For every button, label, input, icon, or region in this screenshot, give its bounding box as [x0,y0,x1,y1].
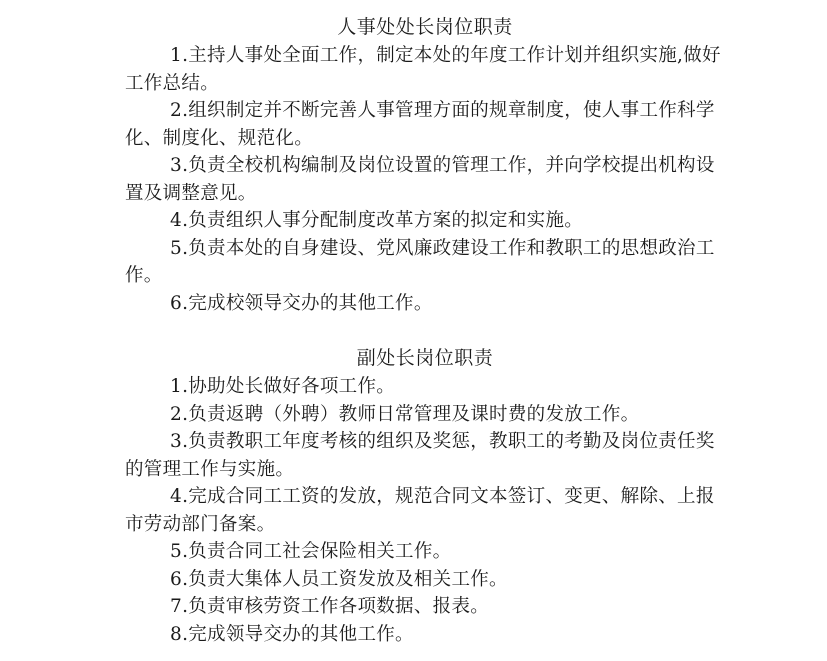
duty-item: 4.负责组织人事分配制度改革方案的拟定和实施。 [170,210,584,231]
duty-item: 2.负责返聘（外聘）教师日常管理及课时费的发放工作。 [170,403,640,425]
section-title: 副处长岗位职责 [356,347,494,369]
duty-list [125,373,725,648]
section-deputy-director-duties [125,343,725,648]
duty-item: 4.完成合同工工资的发放，规范合同文本签订、变更、解除、上报市劳动部门备案。 [125,486,715,535]
duty-item: 1.协助处长做好各项工作。 [170,376,396,397]
duty-item: 1.主持人事处全面工作，制定本处的年度工作计划并组织实施,做好工作总结。 [125,45,721,94]
duty-item: 7.负责审核劳资工作各项数据、报表。 [170,596,490,617]
duty-item: 3.负责全校机构编制及岗位设置的管理工作，并向学校提出机构设置及调整意见。 [125,155,715,204]
duty-item: 6.完成校领导交办的其他工作。 [170,292,433,314]
duty-item: 5.负责合同工社会保险相关工作。 [170,541,452,562]
section-director-duties [125,12,725,317]
duty-item: 6.负责大集体人员工资发放及相关工作。 [170,568,508,590]
duty-item: 8.完成领导交办的其他工作。 [170,623,414,645]
duty-item: 2.组织制定并不断完善人事管理方面的规章制度，使人事工作科学化、制度化、规范化。 [125,100,715,149]
duty-item: 5.负责本处的自身建设、党风廉政建设工作和教职工的思想政治工作。 [125,237,715,286]
section-title: 人事处处长岗位职责 [337,16,513,38]
duty-list [125,42,725,317]
duty-item: 3.负责教职工年度考核的组织及奖惩，教职工的考勤及岗位责任奖的管理工作与实施。 [125,431,715,480]
